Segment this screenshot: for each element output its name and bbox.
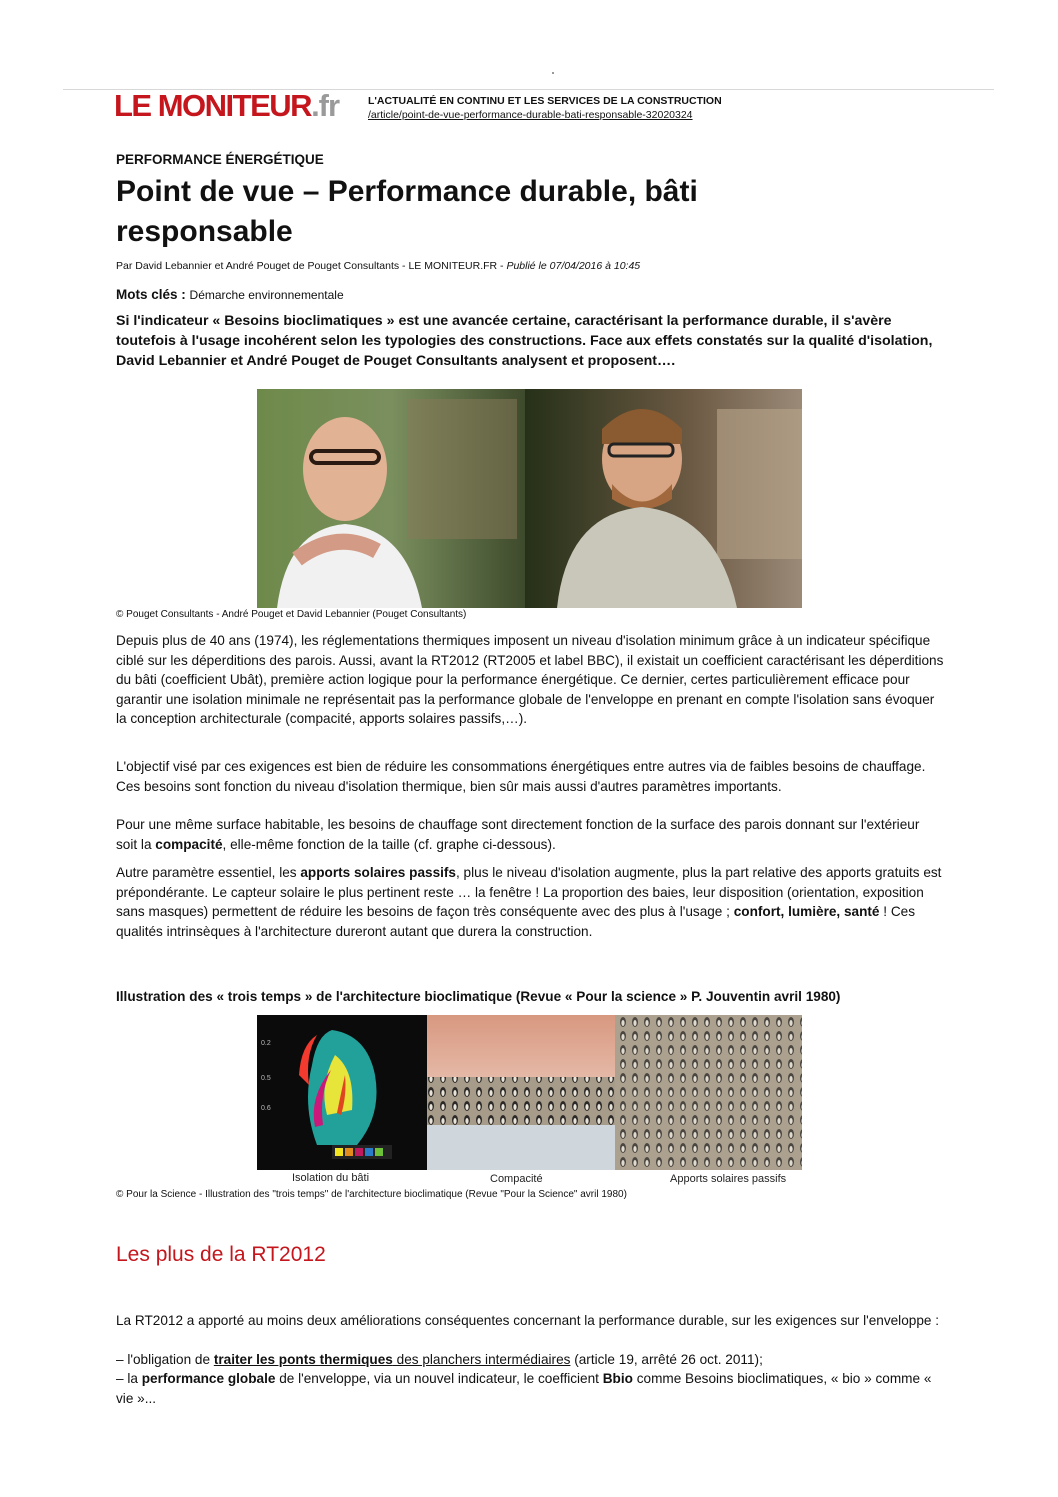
- paragraph-4-text-mid: , plus le niveau d'isolation augmente, plus la part relative des apports gratuits est prépondérante. Le capteur solaire le plus pertinent reste … la fenêtre ! La proportion des baies, leur disposition (orientation, exposition sans masques) permettent de réduire les besoins de façon très conséquente avec des plus à l'usage ;: [116, 865, 942, 919]
- label-isolation: Isolation du bâti: [292, 1172, 370, 1184]
- byline-authors: Par David Lebannier et André Pouget de Pouget Consultants - LE MONITEUR.FR -: [116, 260, 507, 272]
- thermal-tick-2: 0.5: [261, 1075, 271, 1082]
- section-paragraph: La RT2012 a apporté au moins deux améliorations conséquentes concernant la performance durable, sur les exigences sur l'enveloppe :: [116, 1313, 939, 1328]
- logo-brand: LE MONITEUR: [114, 88, 312, 123]
- article-lead: Si l'indicateur « Besoins bioclimatiques » est une avancée certaine, caractérisant la performance durable, il s'avère toutefois à l'usage incohérent selon les typologies des constructions. Face aux effets constatés sur la qualité d'isolation, David Lebannier et André Pouget de Pouget Consultants analysent et proposent….: [116, 313, 933, 369]
- paragraph-4-text: Autre paramètre essentiel, les: [116, 865, 301, 880]
- section-title: Les plus de la RT2012: [116, 1243, 326, 1266]
- bullet-1-link-tail[interactable]: des planchers intermédiaires: [392, 1352, 571, 1367]
- bullet-2-dash: – la: [116, 1371, 142, 1386]
- performance-globale-emphasis: performance globale: [141, 1371, 276, 1386]
- illustration-labels: [257, 1172, 802, 1188]
- portrait-photo: [257, 389, 802, 608]
- bullet-performance-globale: [116, 1369, 944, 1408]
- confort-emphasis: confort, lumière, santé: [733, 904, 880, 919]
- bullet-1-ref: (article 19, arrêté 26 oct. 2011);: [570, 1352, 763, 1367]
- paragraph-4: [116, 863, 944, 941]
- bullet-2-text: de l'enveloppe, via un nouvel indicateur, le coefficient: [275, 1371, 603, 1386]
- bullet-ponts-thermiques: [116, 1350, 944, 1370]
- bbio-emphasis: Bbio: [602, 1371, 633, 1386]
- apports-emphasis: apports solaires passifs: [300, 865, 456, 880]
- le-moniteur-logo[interactable]: [114, 88, 339, 124]
- label-compacite: Compacité: [490, 1173, 543, 1185]
- article-title: Point de vue – Performance durable, bâti responsable: [116, 175, 698, 248]
- publish-date: Publié le 07/04/2016 à 10:45: [506, 260, 641, 272]
- thermal-tick-1: 0.2: [261, 1040, 271, 1047]
- header-tagline: L'ACTUALITÉ EN CONTINU ET LES SERVICES DE LA CONSTRUCTION: [368, 95, 722, 107]
- paragraph-3-text-end: , elle-même fonction de la taille (cf. graphe ci-dessous).: [222, 836, 556, 852]
- article-category: PERFORMANCE ÉNERGÉTIQUE: [116, 152, 324, 167]
- bullet-2-text-end: comme Besoins bioclimatiques, « bio » comme « vie »...: [116, 1371, 932, 1406]
- paragraph-4-text-end: ! Ces qualités intrinsèques à l'architecture dureront autant que durera la construction.: [116, 904, 916, 939]
- paragraph-2: L'objectif visé par ces exigences est bien de réduire les consommations énergétiques entre autres via de faibles besoins de chauffage. Ces besoins sont fonction du niveau d'isolation thermique, bien sûr mais aussi d'autres paramètres importants.: [116, 759, 926, 794]
- article-byline: [116, 260, 640, 272]
- label-apports: Apports solaires passifs: [670, 1173, 787, 1185]
- photo1-caption: © Pouget Consultants - André Pouget et David Lebannier (Pouget Consultants): [116, 609, 467, 620]
- illustration-title: Illustration des « trois temps » de l'architecture bioclimatique (Revue « Pour la science » P. Jouventin avril 1980): [116, 989, 841, 1004]
- bioclimatic-illustration: [257, 1015, 802, 1170]
- photo2-caption: © Pour la Science - Illustration des "trois temps" de l'architecture bioclimatique (Revue "Pour la Science" avril 1980): [116, 1189, 627, 1200]
- page-mark: [552, 72, 554, 74]
- article-url-link[interactable]: /article/point-de-vue-performance-durable-bati-responsable-32020324: [368, 109, 693, 121]
- ponts-thermiques-link[interactable]: traiter les ponts thermiques: [213, 1352, 393, 1367]
- bullet-1-dash: – l'obligation de: [116, 1352, 214, 1367]
- keywords-row: [116, 287, 344, 302]
- compacite-emphasis: compacité: [155, 836, 223, 852]
- keywords-label: Mots clés :: [116, 287, 186, 302]
- paragraph-3: [116, 815, 944, 854]
- keyword-link[interactable]: Démarche environnementale: [189, 288, 344, 302]
- paragraph-1: Depuis plus de 40 ans (1974), les réglementations thermiques imposent un niveau d'isolation minimum grâce à un indicateur spécifique ciblé sur les déperditions des parois. Aussi, avant la RT2012 (RT2005 et label BBC), il existait un coefficient caractérisant les déperditions du bâti (coefficient Ubât), première action logique pour la performance énergétique. Ce dernier, certes particulièrement efficace pour garantir une isolation minimale ne représentait pas la performance globale de l'enveloppe en prenant en compte l'isolation sans évoquer la conception architecturale (compacité, apports solaires passifs,…).: [116, 633, 944, 726]
- logo-tld: .fr: [311, 88, 340, 123]
- thermal-tick-3: 0.6: [261, 1105, 271, 1112]
- paragraph-3-text: Pour une même surface habitable, les besoins de chauffage sont directement fonction de la surface des parois donnant sur l'extérieur soit la: [116, 817, 920, 852]
